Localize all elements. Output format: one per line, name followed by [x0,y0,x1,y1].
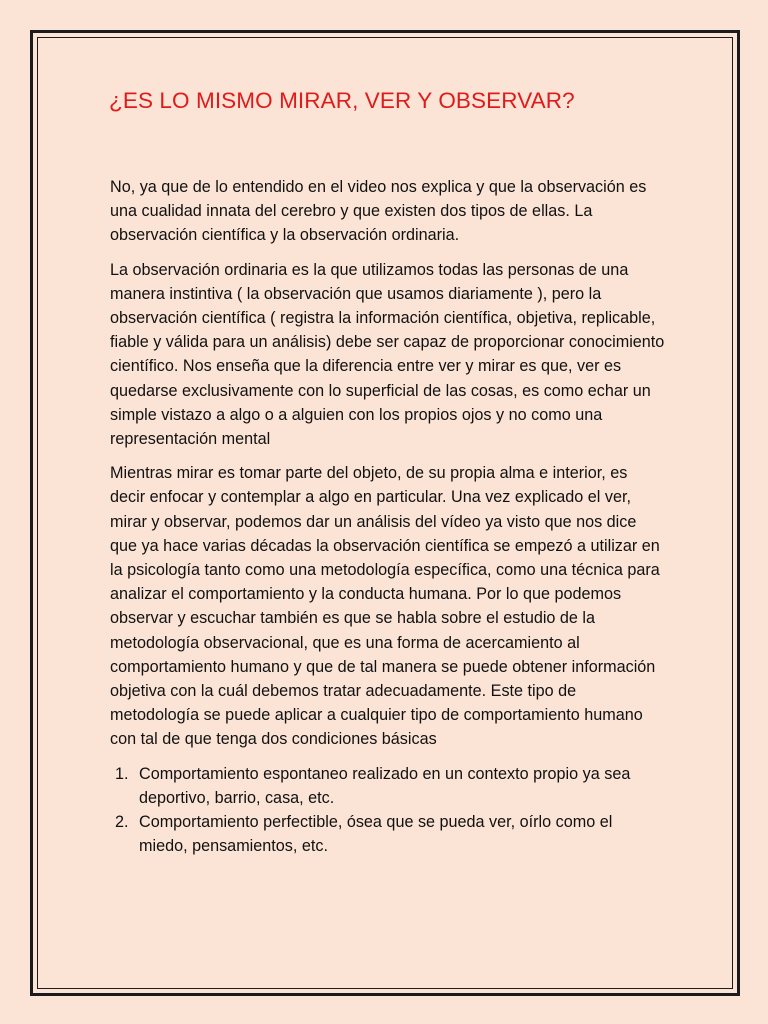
paragraph: La observación ordinaria es la que utilizamos todas las personas de una manera instintiva ( la observación que usamos diariamente ), pero la observación científica ( registra la información científica, objetiva, replicable, fiable y válida para un análisis) debe ser capaz de proporcionar conocimiento científico. Nos enseña que la diferencia entre ver y mirar es que, ver es quedarse exclusivamente con lo superficial de las cosas, es como echar un simple vistazo a algo o a alguien con los propios ojos y no como una representación mental [110,260,665,449]
document-title: ¿ES LO MISMO MIRAR, VER Y OBSERVAR? [109,88,575,113]
list-item-text: Comportamiento espontaneo realizado en un contexto propio ya sea deportivo, barrio, casa, etc. [139,764,631,807]
list-item-number: 2. [115,813,129,832]
list-item [110,810,665,858]
list-item-text: Comportamiento perfectible, ósea que se pueda ver, oírlo como el miedo, pensamientos, etc. [139,813,613,856]
document-body [110,175,665,858]
list-item-number: 1. [115,764,129,783]
conditions-list [110,762,665,859]
paragraph: No, ya que de lo entendido en el video nos explica y que la observación es una cualidad innata del cerebro y que existen dos tipos de ellas. La observación científica y la observación ordinaria. [110,178,647,245]
paragraph: Mientras mirar es tomar parte del objeto, de su propia alma e interior, es decir enfocar y contemplar a algo en particular. Una vez explicado el ver, mirar y observar, podemos dar un análisis del vídeo ya visto que nos dice que ya hace varias décadas la observación científica se empezó a utilizar en la psicología tanto como una metodología específica, como una técnica para analizar el comportamiento y la conducta humana. Por lo que podemos observar y escuchar también es que se habla sobre el estudio de la metodología observacional, que es una forma de acercamiento al comportamiento humano y que de tal manera se puede obtener información objetiva con la cuál debemos tratar adecuadamente. Este tipo de metodología se puede aplicar a cualquier tipo de comportamiento humano con tal de que tenga dos condiciones básicas [110,464,660,749]
list-item [110,762,665,810]
